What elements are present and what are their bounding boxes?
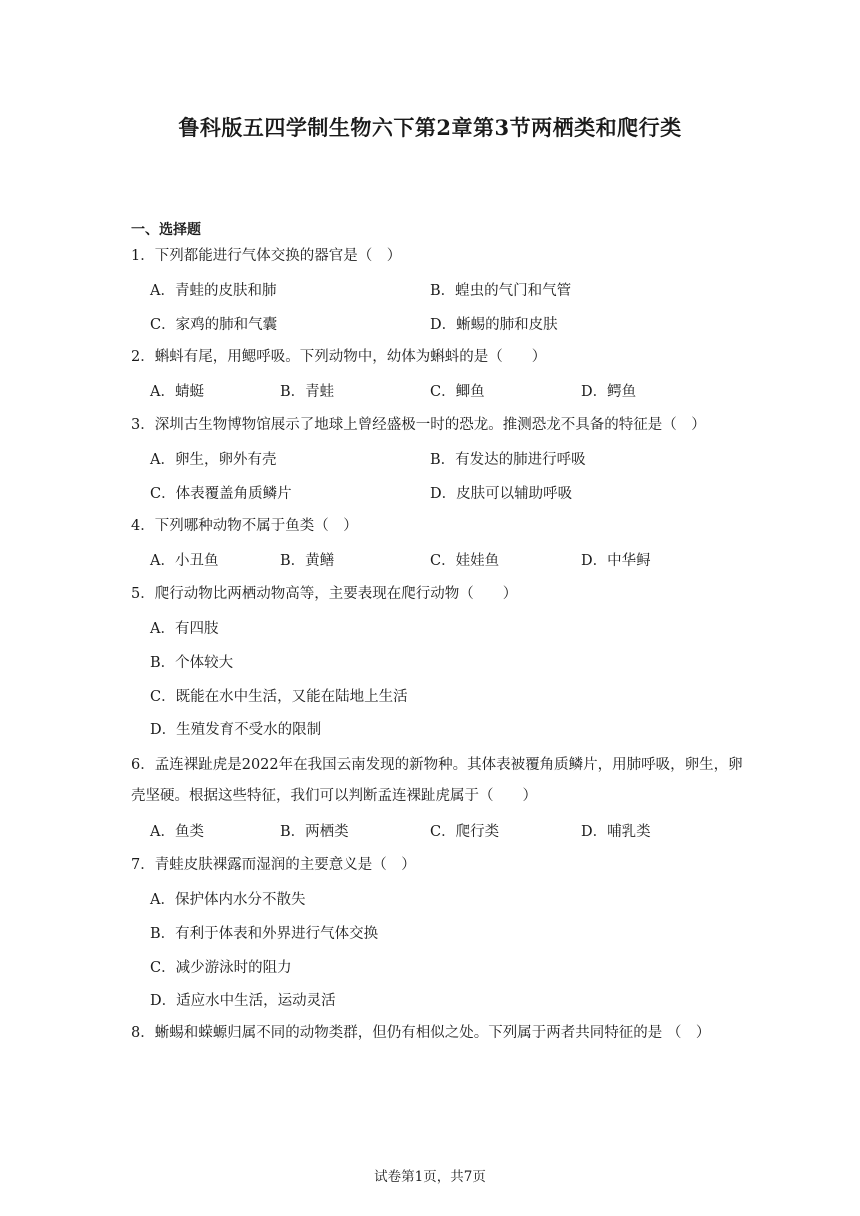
question-1-option-c: C．家鸡的肺和气囊 — [150, 317, 278, 333]
question-2-option-b: B．青蛙 — [280, 384, 335, 400]
question-6-option-c: C．爬行类 — [430, 824, 500, 840]
question-5-option-a: A．有四肢 — [150, 621, 219, 637]
question-5-option-c: C．既能在水中生活，又能在陆地上生活 — [150, 689, 408, 705]
question-4-option-b: B．黄鳝 — [280, 553, 335, 569]
question-1-stem: 1．下列都能进行气体交换的器官是（ ） — [131, 248, 402, 264]
question-2-option-c: C．鲫鱼 — [430, 384, 485, 400]
question-3-option-a: A．卵生，卵外有壳 — [150, 452, 277, 468]
document-title: 鲁科版五四学制生物六下第2章第3节两栖类和爬行类 — [178, 115, 682, 140]
question-2-stem: 2．蝌蚪有尾，用鳃呼吸。下列动物中，幼体为蝌蚪的是（ ） — [131, 349, 547, 365]
question-3-stem: 3．深圳古生物博物馆展示了地球上曾经盛极一时的恐龙。推测恐龙不具备的特征是（ ） — [131, 417, 706, 433]
question-3-option-c: C．体表覆盖角质鳞片 — [150, 486, 292, 502]
question-5-option-d: D．生殖发育不受水的限制 — [150, 722, 322, 738]
question-6-stem: 6．孟连裸趾虎是2022年在我国云南发现的新物种。其体表被覆角质鳞片，用肺呼吸，卵生，卵壳坚硬。根据这些特征，我们可以判断孟连裸趾虎属于（ ） — [131, 757, 743, 804]
question-6-option-a: A．鱼类 — [150, 824, 204, 840]
question-6-option-d: D．哺乳类 — [581, 824, 651, 840]
question-1-option-b: B．蝗虫的气门和气管 — [430, 283, 572, 299]
question-2-option-a: A．蜻蜓 — [150, 384, 204, 400]
question-3-option-d: D．皮肤可以辅助呼吸 — [430, 486, 573, 502]
question-4-option-d: D．中华鲟 — [581, 553, 651, 569]
page-footer: 试卷第1页，共7页 — [374, 1169, 486, 1185]
question-7-option-b: B．有利于体表和外界进行气体交换 — [150, 926, 379, 942]
question-5-stem: 5．爬行动物比两栖动物高等，主要表现在爬行动物（ ） — [131, 586, 518, 602]
question-1-option-a: A．青蛙的皮肤和肺 — [150, 283, 277, 299]
question-6-option-b: B．两栖类 — [280, 824, 349, 840]
question-2-option-d: D．鳄鱼 — [581, 384, 637, 400]
question-4-option-a: A．小丑鱼 — [150, 553, 219, 569]
question-7-option-d: D．适应水中生活，运动灵活 — [150, 993, 336, 1009]
question-7-option-a: A．保护体内水分不散失 — [150, 892, 306, 908]
question-4-option-c: C．娃娃鱼 — [430, 553, 500, 569]
question-8-stem: 8．蜥蜴和蝾螈归属不同的动物类群，但仍有相似之处。下列属于两者共同特征的是 （ ） — [131, 1025, 711, 1041]
question-5-option-b: B．个体较大 — [150, 655, 234, 671]
question-4-stem: 4．下列哪种动物不属于鱼类（ ） — [131, 518, 358, 534]
question-3-option-b: B．有发达的肺进行呼吸 — [430, 452, 586, 468]
question-7-stem: 7．青蛙皮肤裸露而湿润的主要意义是（ ） — [131, 857, 416, 873]
question-7-option-c: C．减少游泳时的阻力 — [150, 960, 292, 976]
section-heading: 一、选择题 — [131, 222, 201, 238]
question-1-option-d: D．蜥蜴的肺和皮肤 — [430, 317, 558, 333]
